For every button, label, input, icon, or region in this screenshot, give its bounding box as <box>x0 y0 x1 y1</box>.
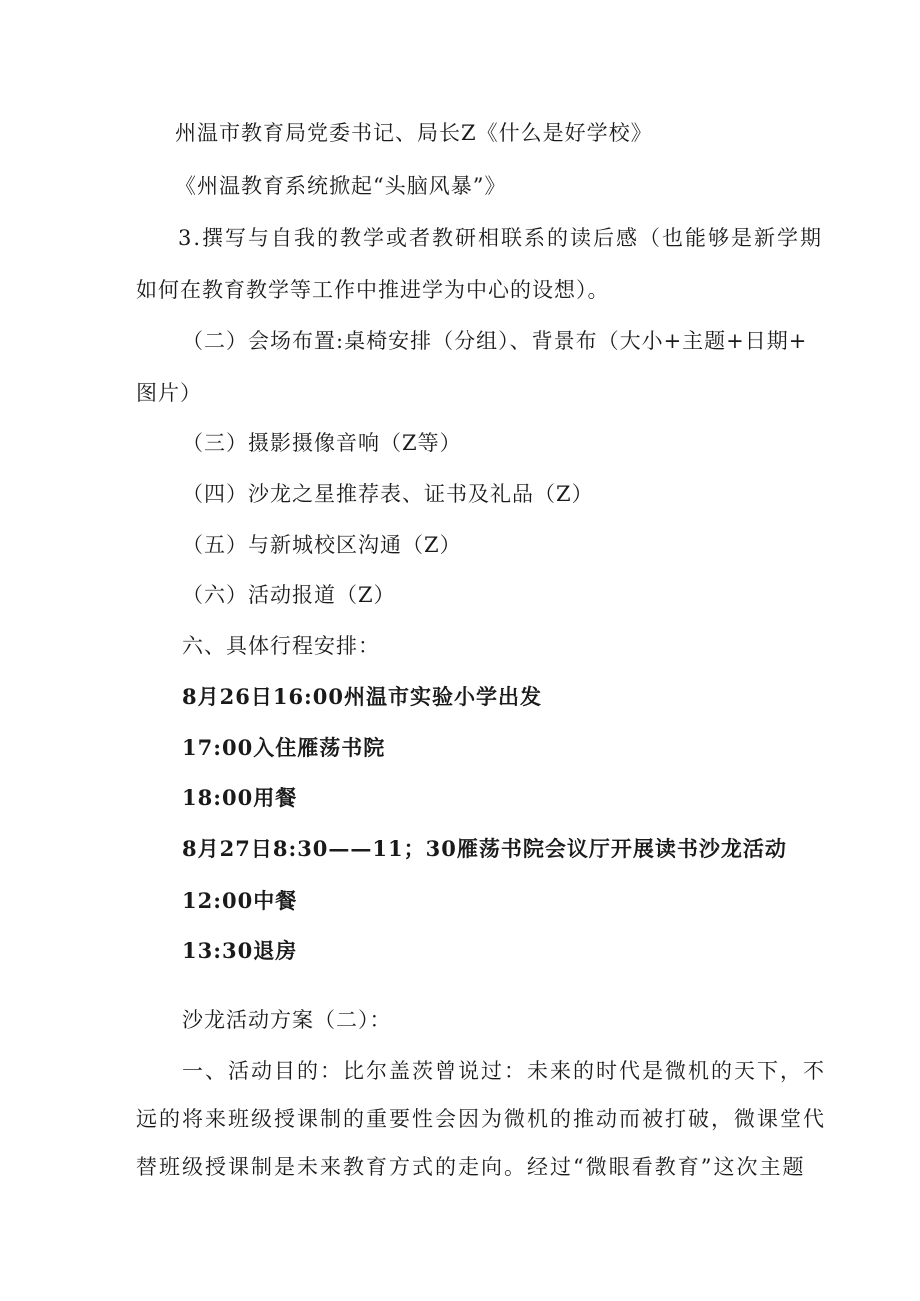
schedule-item-checkin: 17:00入住雁荡书院 <box>182 735 386 760</box>
schedule-item-salon: 8月27日8:30——11；30雁荡书院会议厅开展读书沙龙活动 <box>182 836 787 861</box>
text-line-campus-contact: （五）与新城校区沟通（Z） <box>182 533 462 557</box>
section-heading-schedule: 六、具体行程安排： <box>182 634 380 658</box>
section-heading-plan-two: 沙龙活动方案（二）： <box>182 1008 392 1032</box>
text-line-article-title: 《州温教育系统掀起“头脑风暴”》 <box>175 174 507 198</box>
paragraph-purpose-line-1: 一、活动目的：比尔盖茨曾说过：未来的时代是微机的天下，不 <box>182 1059 826 1083</box>
schedule-item-dinner: 18:00用餐 <box>182 785 298 810</box>
paragraph-purpose-line-2: 远的将来班级授课制的重要性会因为微机的推动而被打破，微课堂代 <box>136 1107 826 1131</box>
text-line-photo-video: （三）摄影摄像音响（Z等） <box>182 431 462 455</box>
text-line-leader-book: 州温市教育局党委书记、局长Z《什么是好学校》 <box>175 121 653 145</box>
schedule-item-lunch: 12:00中餐 <box>182 888 298 913</box>
paragraph-purpose-line-3: 替班级授课制是未来教育方式的走向。经过“微眼看教育”这次主题 <box>136 1155 806 1179</box>
text-line-salon-star: （四）沙龙之星推荐表、证书及礼品（Z） <box>182 482 594 506</box>
text-line-item-3-start: 3.撰写与自我的教学或者教研相联系的读后感（也能够是新学期 <box>178 226 824 250</box>
text-line-venue-layout-end: 图片） <box>136 381 202 405</box>
text-line-item-3-end: 如何在教育教学等工作中推进学为中心的设想）。 <box>136 278 610 302</box>
schedule-item-checkout: 13:30退房 <box>182 938 298 963</box>
text-line-venue-layout: （二）会场布置:桌椅安排（分组）、背景布（大小+主题+日期+ <box>182 329 808 353</box>
schedule-item-depart: 8月26日16:00州温市实验小学出发 <box>182 684 543 709</box>
text-line-report: （六）活动报道（Z） <box>182 583 396 607</box>
